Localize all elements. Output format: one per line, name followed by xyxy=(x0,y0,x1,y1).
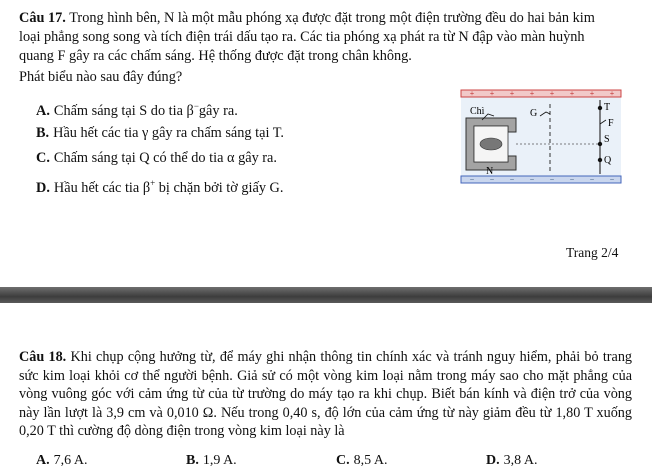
bottom-plate xyxy=(461,176,621,183)
page-number: Trang 2/4 xyxy=(566,245,619,260)
answer-value: 7,6 A. xyxy=(53,453,88,468)
q17-stem-line-3: quang F gây ra các chấm sáng. Hệ thống được đặt trong chân không. xyxy=(19,48,412,64)
option-text: Hầu hết các tia β xyxy=(53,179,151,196)
q17-option-a[interactable] xyxy=(36,97,238,120)
q18-stem xyxy=(19,348,632,441)
option-text: Hầu hết các tia γ gây ra chấm sáng tại T. xyxy=(53,125,284,141)
page-separator xyxy=(0,287,652,303)
option-letter: C. xyxy=(36,150,50,166)
answer-letter: C. xyxy=(336,453,350,468)
minus-sign: − xyxy=(589,175,595,184)
label-t: T xyxy=(604,102,611,113)
q17-stem xyxy=(19,9,639,66)
plus-sign: + xyxy=(469,89,475,98)
dot-t xyxy=(598,106,602,110)
option-letter: D. xyxy=(36,179,50,196)
label-chi: Chì xyxy=(470,106,485,117)
minus-sign: − xyxy=(509,175,515,184)
q18-answer-b[interactable] xyxy=(186,453,237,469)
option-text: Chấm sáng tại S do tia β xyxy=(53,102,194,119)
label-f: F xyxy=(608,118,614,129)
q18-answer-c[interactable] xyxy=(336,453,387,469)
answer-letter: A. xyxy=(36,453,50,468)
option-sup: + xyxy=(150,178,156,188)
q17-stem-line-1: Trong hình bên, N là một mẫu phóng xạ được đặt trong một điện trường đều do hai bản kim xyxy=(69,10,595,26)
minus-sign: − xyxy=(489,175,495,184)
label-s: S xyxy=(604,134,610,145)
minus-sign: − xyxy=(529,175,535,184)
answer-value: 8,5 A. xyxy=(353,453,388,468)
q18-answer-d[interactable] xyxy=(486,453,537,469)
q18-text: Khi chụp cộng hưởng từ, để máy ghi nhận thông tin chính xác và tránh nguy hiểm, phải bỏ trang sức kim loại khỏi cơ thể người bệnh. Giả sử có một vòng kim loại nằm trong máy sao cho mặt phẳng của vòng vuông góc với cảm ứng từ của từ trường do máy tạo ra khi chụp. Biết bán kính và điện trở của vòng này lần lượt là 3,9 cm và 0,010 Ω. Nếu trong 0,40 s, độ lớn của cảm ứng từ này giảm đều từ 1,80 T xuống 0,20 T thì cường độ dòng điện trong vòng kim loại này là xyxy=(19,349,633,439)
option-text-after: gây ra. xyxy=(198,102,238,119)
q17-prompt: Phát biểu nào sau đây đúng? xyxy=(19,69,183,85)
plus-sign: + xyxy=(589,89,595,98)
plus-sign: + xyxy=(569,89,575,98)
minus-sign: − xyxy=(549,175,555,184)
q17-option-b[interactable] xyxy=(36,124,284,142)
q17-number: Câu 17. xyxy=(19,10,66,26)
q17-stem-line-2: loại phẳng song song và tích điện trái dấu tạo ra. Các tia phóng xạ phát ra từ N đập vào màn huỳnh xyxy=(19,29,585,45)
plus-sign: + xyxy=(489,89,495,98)
minus-sign: − xyxy=(569,175,575,184)
minus-sign: − xyxy=(469,175,475,184)
option-sup: − xyxy=(193,101,199,111)
q17-figure xyxy=(458,86,624,187)
plus-sign: + xyxy=(609,89,615,98)
dot-s xyxy=(598,142,602,146)
label-q: Q xyxy=(604,155,612,166)
q18-answer-a[interactable] xyxy=(36,453,87,469)
source-n xyxy=(480,138,502,150)
label-g: G xyxy=(530,108,538,119)
q17-option-c[interactable] xyxy=(36,149,277,167)
q18-number: Câu 18. xyxy=(19,349,67,365)
answer-letter: B. xyxy=(186,453,199,468)
q17-line-1 xyxy=(19,9,639,28)
option-text: Chấm sáng tại Q có thể do tia α gây ra. xyxy=(53,150,277,166)
option-text-after: bị chặn bởi tờ giấy G. xyxy=(155,179,284,196)
plus-sign: + xyxy=(509,89,515,98)
option-letter: B. xyxy=(36,125,50,141)
answer-letter: D. xyxy=(486,453,500,468)
dot-q xyxy=(598,158,602,162)
answer-value: 3,8 A. xyxy=(503,453,538,468)
option-letter: A. xyxy=(36,102,50,119)
plus-sign: + xyxy=(529,89,535,98)
answer-value: 1,9 A. xyxy=(202,453,237,468)
top-plate xyxy=(461,90,621,97)
plus-sign: + xyxy=(549,89,555,98)
q17-option-d[interactable] xyxy=(36,174,283,197)
minus-sign: − xyxy=(609,175,615,184)
label-n: N xyxy=(486,166,494,177)
